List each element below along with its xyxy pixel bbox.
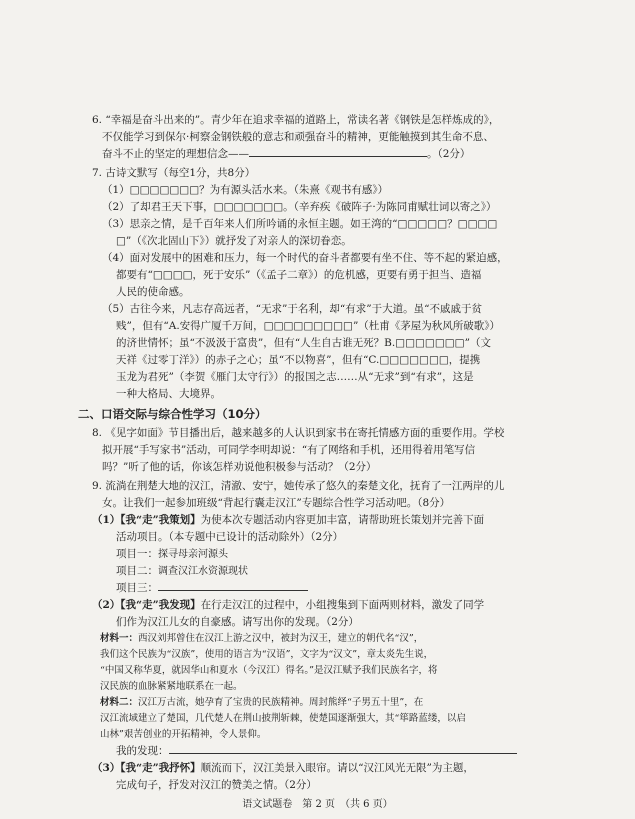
material-2-line3: 山林”艰苦创业的开拓精神，令人景仰。 bbox=[100, 729, 267, 740]
q9-part3-heading: （3）【我“走”我抒怀】 bbox=[92, 762, 201, 774]
q7-title: 7. 古诗文默写（每空1分，共8分） bbox=[92, 167, 256, 179]
project3-label: 项目三： bbox=[116, 582, 158, 594]
project1-value[interactable]: 探寻母亲河源头 bbox=[158, 549, 228, 560]
q7-item1: （1）□□□□□□□？为有源头活水来。（朱熹《观书有感》） bbox=[102, 184, 389, 196]
q9-part3-text: 顺流而下，汉江美景入眼帘。请以“汉江风光无限”为主题， bbox=[200, 762, 474, 774]
q9-part1-text2: 活动项目。（本专题中已设计的活动除外）（2分） bbox=[116, 531, 344, 543]
q7-item4-line3: 人民的使命感。 bbox=[116, 286, 190, 298]
project2-value[interactable]: 调查汉江水资源现状 bbox=[158, 566, 248, 577]
project1-label: 项目一： bbox=[116, 548, 158, 560]
q9-part3 bbox=[92, 760, 591, 777]
project3-answer-blank[interactable] bbox=[158, 580, 308, 591]
material-1-line2: 我们这个民族为“汉族”，使用的语言为“汉语”，文字为“汉文”，章太炎先生说， bbox=[100, 649, 434, 660]
q7-item5-line6: 一种大格局、大境界。 bbox=[116, 388, 221, 400]
material-1-line1: 西汉刘邦曾住在汉江上游之汉中，被封为汉王，建立的朝代名“汉”， bbox=[138, 633, 424, 644]
material-2-line2: 汉江流域建立了楚国，几代楚人在荆山披荆斩棘，使楚国逐渐强大，其“筚路蓝缕，以启 bbox=[100, 713, 466, 724]
q6-line2: 不仅能学习到保尔·柯察金钢铁般的意志和顽强奋斗的精神，更能触摸到其生命不息、 bbox=[102, 131, 494, 143]
material-1-heading: 材料一： bbox=[100, 633, 139, 644]
q9-part2-text2: 们作为汉江儿女的自豪感。请写出你的发现。（2分） bbox=[116, 616, 359, 628]
q9-project3 bbox=[92, 580, 591, 597]
material-2-heading: 材料二： bbox=[100, 697, 139, 708]
q8-line1: 8. 《见字如面》节目播出后，越来越多的人认识到家书在寄托情感方面的重要作用。学校 bbox=[92, 427, 505, 439]
question-6 bbox=[92, 112, 591, 163]
finding-answer-blank[interactable] bbox=[169, 743, 517, 754]
q6-line3 bbox=[92, 146, 591, 163]
q7-item5-line3: 的济世情怀；虽“不汲汲于富贵”，但有“人生自古谁无死？B.□□□□□□□”（文 bbox=[116, 337, 491, 349]
q9-part1-text: 为使本次专题活动内容更加丰富，请帮助班长策划并完善下面 bbox=[200, 514, 485, 526]
question-9 bbox=[92, 478, 591, 794]
q7-item4-line2: 都要有“□□□□，死于安乐”（《孟子二章》）的危机感，更要有勇于担当、造福 bbox=[116, 269, 482, 281]
q7-item2: （2）了却君王天下事，□□□□□□□。（辛弃疾《破阵子·为陈同甫赋壮词以寄之》） bbox=[102, 201, 497, 213]
finding-label: 我的发现： bbox=[116, 745, 169, 757]
q7-item3-line1: （3）思亲之情，是千百年来人们所吟诵的永恒主题。如王湾的“□□□□□？□□□□ bbox=[102, 218, 498, 230]
q9-finding bbox=[92, 743, 591, 760]
material-2-line1: 汉江万古流，她孕育了宝贵的民族精神。周封熊绎“子男五十里”，在 bbox=[138, 697, 424, 708]
q6-score: 。（2分） bbox=[427, 148, 471, 160]
q7-item5-line5: 玉龙为君死”（李贺《雁门太守行》）的报国之志……从“无求”到“有求”，这是 bbox=[116, 371, 474, 383]
q9-project1 bbox=[92, 546, 591, 563]
material-1 bbox=[92, 631, 591, 695]
q7-item4-line1: （4）面对发展中的困难和压力，每一个时代的奋斗者都要有坐不住、等不起的紧迫感， bbox=[102, 252, 508, 264]
q9-part1-heading: （1）【我“走”我策划】 bbox=[92, 514, 201, 526]
q9-line1: 9. 流淌在荆楚大地的汉江，清澈、安宁，她传承了悠久的秦楚文化，抚育了一江两岸的儿 bbox=[92, 480, 505, 492]
q9-part3-text2: 完成句子，抒发对汉江的赞美之情。（2分） bbox=[116, 779, 317, 791]
material-1-line3: “中国又称华夏，就因华山和夏水（今汉江）得名。”是汉江赋予我们民族名字，将 bbox=[100, 665, 438, 676]
exam-content bbox=[0, 112, 635, 794]
material-2 bbox=[92, 695, 591, 743]
q7-item5-line2: 贱”，但有“A.安得广厦千万间，□□□□□□□□□”（杜甫《茅屋为秋风所破歌》） bbox=[116, 320, 501, 332]
q9-part2-text: 在行走汉江的过程中，小组搜集到下面两则材料，激发了同学 bbox=[200, 599, 485, 611]
q6-line3-text: 奋斗不止的坚定的理想信念—— bbox=[102, 148, 249, 160]
q8-line3: 吗？”听了他的话，你该怎样劝说他积极参与活动？（2分） bbox=[102, 461, 377, 473]
q9-part2 bbox=[92, 597, 591, 614]
q8-line2: 拟开展“手写家书”活动，可同学李明却说：“有了网络和手机，还用得着用笔写信 bbox=[102, 444, 476, 456]
q6-answer-blank[interactable] bbox=[249, 146, 427, 157]
section-2-title: 二、口语交际与综合性学习（10分） bbox=[78, 407, 267, 421]
q9-project2 bbox=[92, 563, 591, 580]
page-footer: 语文试题卷 第 2 页 （共 6 页） bbox=[242, 799, 393, 810]
q7-item5-line4: 天祥《过零丁洋》）的赤子之心；虽“不以物喜”，但有“C.□□□□□□□，提携 bbox=[116, 354, 481, 366]
question-7 bbox=[92, 165, 591, 403]
q6-line1: 6. “幸福是奋斗出来的”。青少年在追求幸福的道路上，常读名著《钢铁是怎样炼成的》， bbox=[92, 114, 500, 126]
material-1-line4: 汉民族的血脉紧紧地联系在一起。 bbox=[100, 681, 243, 692]
q9-part1 bbox=[92, 512, 591, 529]
top-blank-area bbox=[0, 0, 635, 112]
question-8 bbox=[92, 425, 591, 476]
q9-line2: 女。让我们一起参加班级“背起行囊走汉江”专题综合性学习活动吧。（8分） bbox=[102, 497, 451, 509]
q7-item5-line1: （5）古往今来，凡志存高远者，“无求”于名利，却“有求”于大道。虽“不戚戚于贫 bbox=[102, 303, 483, 315]
q9-part2-heading: （2）【我“走”我发现】 bbox=[92, 599, 201, 611]
q7-item3-line2: □”（《次北固山下》）就抒发了对亲人的深切眷恋。 bbox=[116, 235, 352, 247]
project2-label: 项目二： bbox=[116, 565, 158, 577]
